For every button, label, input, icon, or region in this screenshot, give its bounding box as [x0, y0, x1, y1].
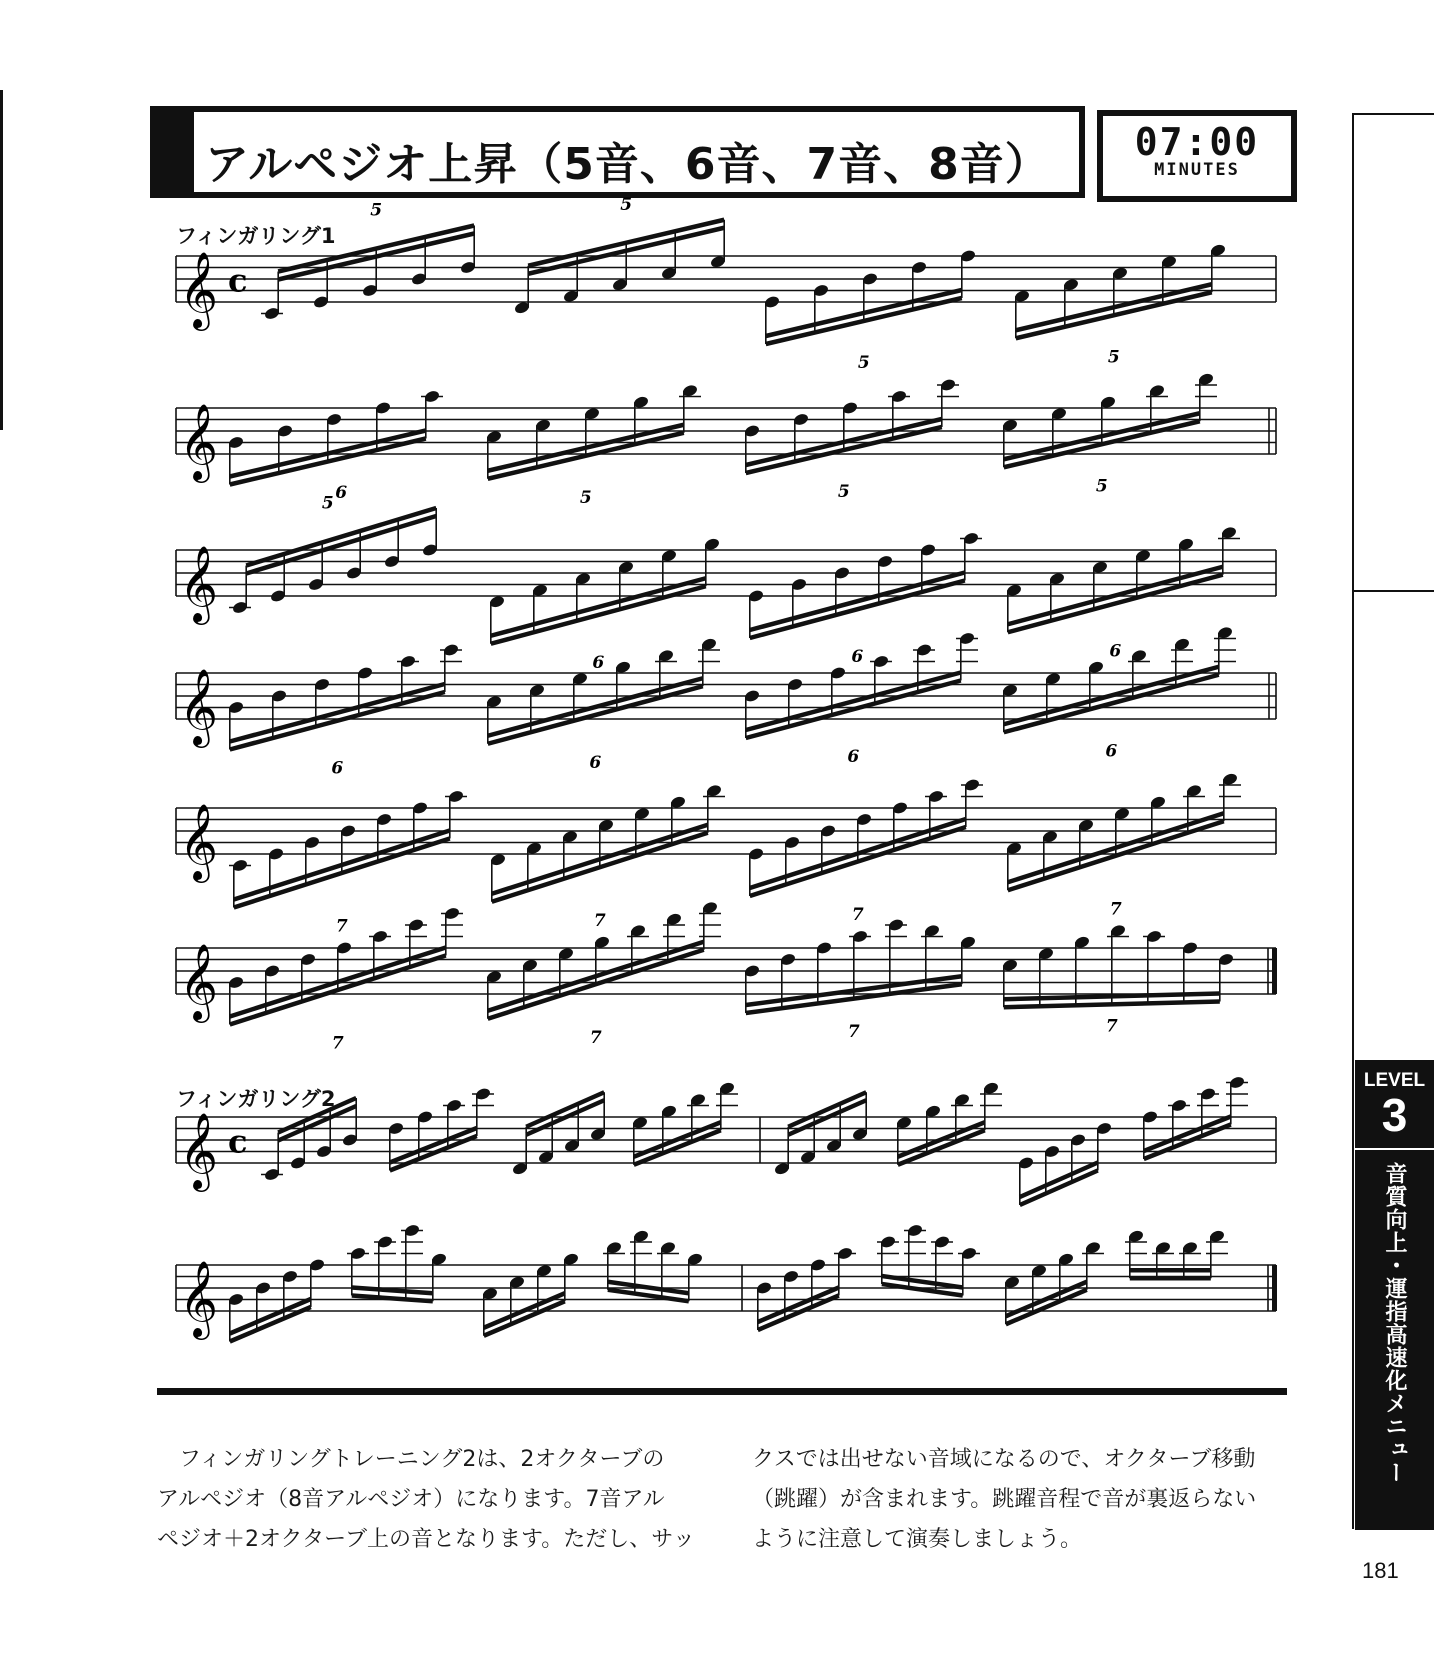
beam [230, 692, 445, 750]
tuplet-number: 6 [851, 647, 864, 667]
body-line: ように注意して演奏しましょう。 [752, 1527, 1083, 1552]
beam [758, 1296, 839, 1331]
tuplet-number: 5 [370, 200, 383, 221]
beam [1144, 1125, 1231, 1160]
beam [246, 508, 436, 566]
fingering1-label: フィンガリング1 [176, 224, 336, 248]
sidebar-rule-mid [1352, 590, 1434, 592]
body-line: アルペジオ（8音アルペジオ）になります。7音アル [157, 1487, 665, 1512]
beam [1020, 1171, 1098, 1206]
menu-title: 音質向上・運指高速化メニュー [1382, 1162, 1407, 1484]
tuplet-number: 5 [579, 487, 592, 508]
level-tab [1355, 1060, 1434, 1530]
beam [1006, 1290, 1087, 1325]
tuplet-number: 6 [335, 483, 348, 503]
section-divider [157, 1388, 1287, 1395]
beam [491, 586, 706, 644]
tuplet-number: 5 [837, 482, 850, 502]
tuplet-number: 5 [321, 493, 334, 514]
treble-clef: 𝄞 [179, 1112, 219, 1189]
beam [634, 1130, 721, 1165]
beam [750, 573, 965, 631]
beam [1004, 1002, 1220, 1008]
beam [526, 1092, 604, 1127]
body-line: （跳躍）が含まれます。跳躍音程で音が裏返らない [752, 1487, 1257, 1512]
time-signature: c [228, 261, 248, 300]
beam [390, 1128, 477, 1163]
treble-clef: 𝄞 [179, 1260, 219, 1337]
treble-clef: 𝄞 [179, 943, 219, 1020]
tuplet-number: 7 [589, 1027, 602, 1048]
body-text-right [752, 1440, 1292, 1560]
beam [278, 1098, 356, 1133]
page-number: 181 [1362, 1558, 1399, 1583]
tuplet-number: 6 [589, 752, 602, 773]
beam [898, 1130, 985, 1165]
body-text-left [157, 1440, 717, 1560]
tuplet-number: 6 [592, 652, 605, 673]
level-word: LEVEL [1363, 1070, 1426, 1091]
beam [352, 1296, 433, 1302]
beam [1004, 675, 1219, 733]
level-number: 3 [1381, 1089, 1408, 1141]
beam [1144, 1117, 1231, 1152]
tuplet-number: 6 [331, 758, 344, 779]
beam [230, 1299, 311, 1334]
tuplet-number: 5 [857, 353, 870, 373]
treble-clef: 𝄞 [179, 668, 219, 745]
tuplet-number: 5 [1095, 476, 1108, 497]
treble-clef: 𝄞 [179, 545, 219, 622]
tuplet-number: 7 [1109, 899, 1122, 920]
tuplet-number: 5 [620, 194, 633, 215]
treble-clef: 𝄞 [179, 251, 219, 328]
tuplet-number: 7 [1105, 1016, 1118, 1037]
body-line: ペジオ＋2オクターブ上の音となります。ただし、サッ [157, 1527, 695, 1552]
treble-clef: 𝄞 [179, 803, 219, 880]
sidebar-rule-top [1352, 113, 1434, 115]
beam [230, 1307, 311, 1342]
tuplet-number: 7 [847, 1022, 860, 1042]
beam [1020, 1163, 1098, 1198]
beam [246, 516, 436, 574]
treble-clef: 𝄞 [179, 403, 219, 480]
tuplet-number: 7 [593, 910, 606, 931]
beam [788, 1092, 866, 1127]
beam [390, 1136, 477, 1171]
final-barline [1272, 1265, 1277, 1311]
beam [484, 1301, 565, 1336]
beam [1008, 575, 1223, 633]
sidebar-rule-vertical [1352, 113, 1354, 1529]
level-divider [1355, 1148, 1434, 1150]
tuplet-number: 7 [335, 916, 348, 937]
beam [488, 686, 703, 744]
beam [491, 578, 706, 636]
body-line: フィンガリングトレーニング2は、2オクターブの [179, 1447, 665, 1472]
tuplet-number: 6 [1109, 641, 1122, 662]
fingering2-label: フィンガリング2 [176, 1087, 336, 1111]
tuplet-number: 7 [331, 1033, 344, 1054]
tuplet-number: 6 [847, 747, 860, 767]
beam [746, 681, 961, 739]
beam [750, 581, 965, 639]
beam [230, 684, 445, 742]
beam [278, 1106, 356, 1141]
timer-unit: MINUTES [1154, 160, 1240, 180]
time-signature: c [228, 1122, 248, 1161]
final-barline [1272, 948, 1277, 994]
page-title: アルペジオ上昇（5音、6音、7音、8音） [205, 139, 1050, 190]
tuplet-number: 5 [1107, 347, 1120, 368]
tuplet-number: 7 [851, 905, 864, 925]
beam [758, 1288, 839, 1323]
timer-time: 07:00 [1134, 120, 1260, 164]
body-line: クスでは出せない音域になるので、オクターブ移動 [752, 1447, 1256, 1472]
tuplet-number: 6 [1105, 741, 1118, 762]
beam [746, 673, 961, 731]
